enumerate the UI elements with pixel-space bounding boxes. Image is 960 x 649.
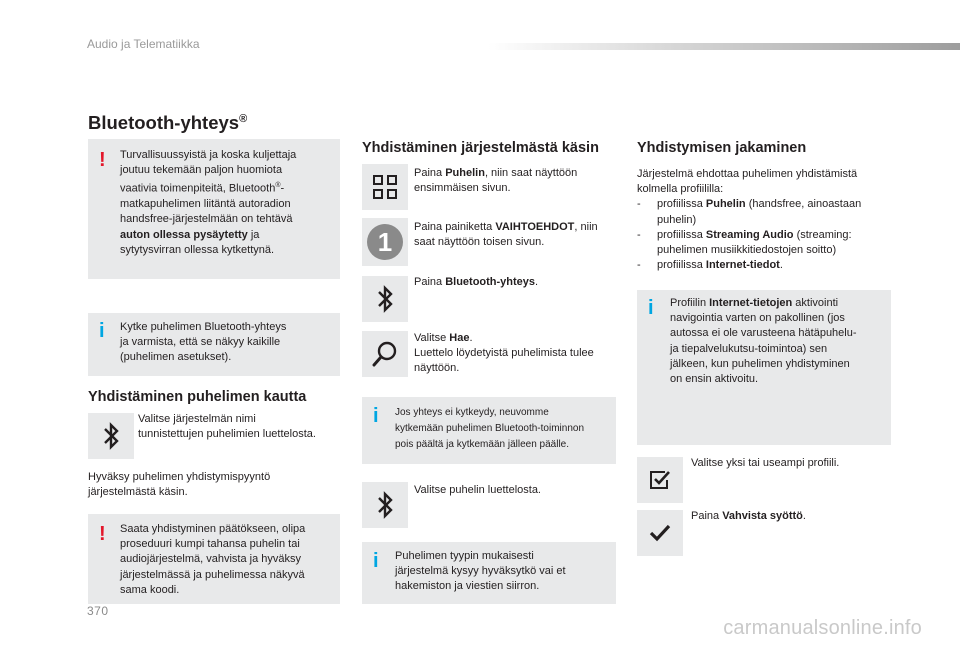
bluetooth-button-3[interactable] bbox=[362, 482, 408, 528]
internet-profile-info-box bbox=[637, 290, 891, 445]
heading-sharing: Yhdistymisen jakaminen bbox=[637, 140, 807, 156]
reconnect-info-text: Jos yhteys ei kytkeydy, neuvomme kytkemään puhelimen Bluetooth-toiminnon pois päältä ja kytkemään jälleen päälle. bbox=[395, 407, 584, 450]
press-phone-text: Paina Puhelin, niin saat näyttöön ensimmäisen sivun. bbox=[414, 167, 578, 195]
heading-phone-pairing: Yhdistäminen puhelimen kautta bbox=[88, 389, 307, 405]
checkbox-icon bbox=[648, 469, 672, 491]
grid-icon bbox=[372, 174, 398, 200]
bluetooth-button-2[interactable] bbox=[362, 276, 408, 322]
reconnect-info-box bbox=[362, 397, 616, 464]
info-icon: i bbox=[373, 405, 379, 427]
press-confirm-text: Paina Vahvista syöttö. bbox=[691, 510, 806, 522]
select-profiles-text: Valitse yksi tai useampi profiili. bbox=[691, 457, 840, 469]
phone-menu-button[interactable] bbox=[362, 164, 408, 210]
header-gradient-bar bbox=[488, 43, 960, 50]
list-item: - profiilissa Streaming Audio (streaming: puhelimen musiikkitiedostojen soitto) bbox=[637, 228, 897, 258]
list-item: - profiilissa Puhelin (handsfree, ainoastaan puhelin) bbox=[637, 197, 897, 227]
profiles-intro: Järjestelmä ehdottaa puhelimen yhdistämistä kolmella profiililla: - profiilissa Puhelin (handsfree, ainoastaan puhelin) - profiilissa Streaming Audio (streaming: puhelimen musiikkitiedostojen soitto) - profiilissa Internet-tiedot. bbox=[637, 167, 897, 273]
visibility-info-text: Kytke puhelimen Bluetooth-yhteys ja varmista, että se näkyy kaikille (puhelimen asetukset). bbox=[120, 321, 287, 364]
confirm-code-warning-text: Saata yhdistyminen päätökseen, olipa proseduuri kumpi tahansa puhelin tai audiojärjestelmä, vahvista ja hyväksy järjestelmässä ja puhelimessa näkyvä sama koodi. bbox=[120, 523, 306, 596]
press-options-text: Paina painiketta VAIHTOEHDOT, niin saat näyttöön toisen sivun. bbox=[414, 221, 598, 249]
bluetooth-button-1[interactable] bbox=[88, 413, 134, 459]
page-number: 370 bbox=[87, 604, 109, 618]
search-icon bbox=[371, 340, 399, 368]
confirm-code-warning-box bbox=[88, 514, 340, 604]
list-item: - profiilissa Internet-tiedot. bbox=[637, 258, 897, 273]
number-badge: 1 bbox=[367, 224, 403, 260]
info-icon: i bbox=[99, 320, 105, 342]
select-phone-text: Valitse puhelin luettelosta. bbox=[414, 484, 541, 496]
select-system-name-text: Valitse järjestelmän nimi tunnistettujen puhelimien luettelosta. bbox=[138, 413, 316, 441]
info-icon: i bbox=[648, 297, 654, 319]
info-icon: i bbox=[373, 550, 379, 572]
chapter-title: Audio ja Telematiikka bbox=[87, 37, 200, 51]
safety-warning-box bbox=[88, 139, 340, 279]
heading-system-pairing: Yhdistäminen järjestelmästä käsin bbox=[362, 140, 599, 156]
transfer-info-text: Puhelimen tyypin mukaisesti järjestelmä kysyy hyväksytkö vai et hakemiston ja viestien siirron. bbox=[395, 550, 566, 593]
registered-mark: ® bbox=[239, 112, 248, 125]
press-bluetooth-text: Paina Bluetooth-yhteys. bbox=[414, 276, 539, 288]
page-title bbox=[88, 112, 247, 134]
warning-icon: ! bbox=[99, 523, 106, 545]
bluetooth-icon bbox=[373, 284, 397, 314]
internet-profile-info-text: Profiilin Internet-tietojen aktivointi navigointia varten on pakollinen (jos autossa ei ole varusteena hätäpuhelu- ja tiepalvelukutsu-toimintoa) sen jälkeen, kun puhelimen yhdistyminen on ensin aktivoitu. bbox=[670, 297, 857, 386]
page-title-text: Bluetooth-yhteys bbox=[88, 112, 240, 133]
checkmark-icon bbox=[649, 524, 671, 542]
select-search-text: Valitse Hae. Luettelo löydetyistä puhelimista tulee näyttöön. bbox=[414, 332, 594, 375]
watermark: carmanualsonline.info bbox=[723, 617, 922, 639]
bluetooth-icon bbox=[99, 421, 123, 451]
transfer-info-box bbox=[362, 542, 616, 604]
profiles-list bbox=[637, 197, 897, 273]
confirm-button[interactable] bbox=[637, 510, 683, 556]
options-button[interactable] bbox=[362, 218, 408, 266]
safety-warning-text: Turvallisuussyistä ja koska kuljettaja joutuu tekemään paljon huomiota vaativia toimenpiteitä, Bluetooth®- matkapuhelimen liitäntä autoradion handsfree-järjestelmään on tehtävä auton ollessa pysäytetty ja sytytysvirran ollessa kytkettynä. bbox=[120, 149, 297, 256]
search-button[interactable] bbox=[362, 331, 408, 377]
warning-icon: ! bbox=[99, 149, 106, 171]
bluetooth-icon bbox=[373, 490, 397, 520]
profile-checkbox-button[interactable] bbox=[637, 457, 683, 503]
visibility-info-box bbox=[88, 313, 340, 376]
accept-request-text: Hyväksy puhelimen yhdistymispyyntö järjestelmästä käsin. bbox=[88, 471, 271, 499]
